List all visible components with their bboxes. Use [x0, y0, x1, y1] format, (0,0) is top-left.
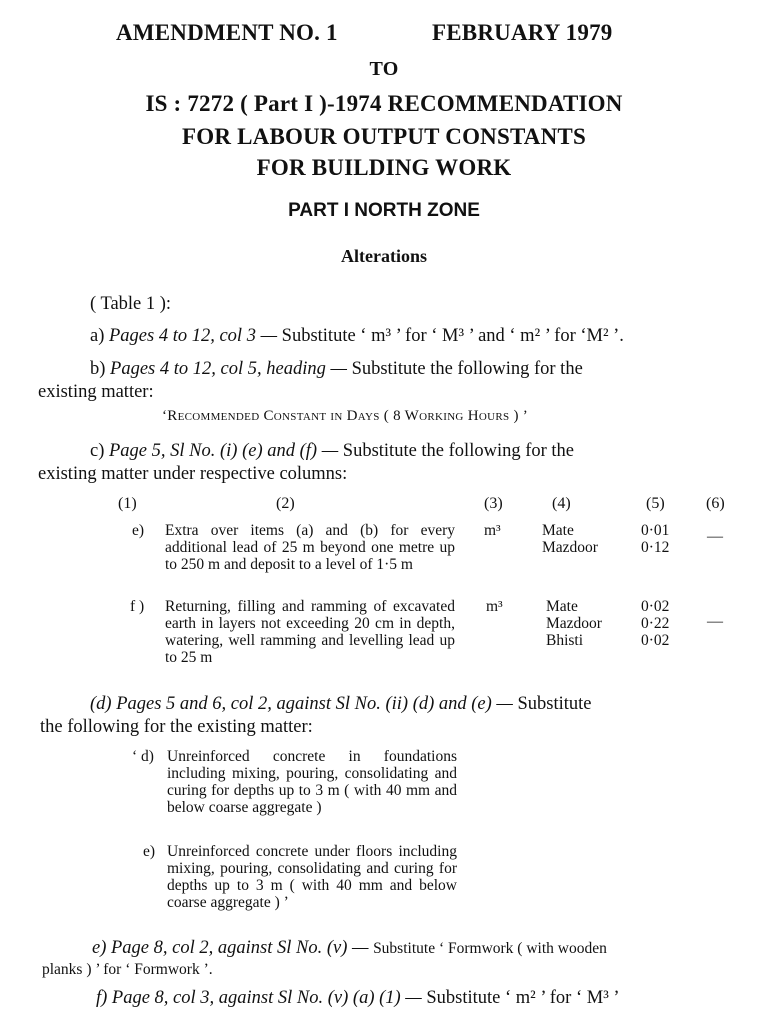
item-d-ref: (d) Pages 5 and 6, col 2, against Sl No. (ii) (d) and (e) —	[90, 694, 513, 714]
item-b-text1: Substitute the following for the	[351, 359, 583, 379]
sub-e-text: Unreinforced concrete under floors including mixing, pouring, consolidating and curing for depths up to 3 m ( with 40 mm and below coarse aggregate ) ’	[167, 843, 457, 911]
col-header-4: (4)	[552, 495, 571, 512]
item-c-ref: Page 5, Sl No. (i) (e) and (f) —	[109, 441, 339, 461]
item-d-text1: Substitute	[517, 694, 592, 714]
row-e-constant-2: 0·12	[641, 539, 670, 556]
col-header-1: (1)	[118, 495, 137, 512]
item-a-prefix: a)	[90, 326, 105, 346]
col-header-3: (3)	[484, 495, 503, 512]
item-c-line2: existing matter under respective columns:	[38, 464, 348, 484]
sub-e-label: e)	[143, 843, 156, 860]
row-f-constant-2: 0·22	[641, 615, 670, 632]
row-f-labour-3: Bhisti	[546, 632, 584, 649]
row-e-unit: m³	[484, 522, 501, 539]
row-f-labour-2: Mazdoor	[546, 615, 602, 632]
row-f-col6: —	[707, 613, 723, 630]
item-a	[90, 326, 624, 347]
item-f-ref: f) Page 8, col 3, against Sl No. (v) (a) (1) —	[96, 988, 422, 1008]
row-e-col6: —	[707, 528, 723, 545]
standard-title-line3: FOR BUILDING WORK	[256, 155, 512, 180]
amendment-title: AMENDMENT NO. 1	[116, 20, 338, 45]
item-a-ref: Pages 4 to 12, col 3 —	[109, 326, 278, 346]
item-e-ref: e) Page 8, col 2, against Sl No. (v) —	[92, 938, 369, 958]
item-b-quote: ‘Recommended Constant in Days ( 8 Working Hours ) ’	[162, 408, 529, 424]
part-heading: PART I NORTH ZONE	[288, 200, 480, 221]
item-d-line2: the following for the existing matter:	[40, 717, 313, 737]
item-e-line1	[92, 938, 607, 959]
item-b-line1	[90, 359, 732, 380]
standard-title-line2: FOR LABOUR OUTPUT CONSTANTS	[182, 124, 586, 149]
item-f-line	[96, 988, 620, 1009]
item-c-line1	[90, 441, 574, 462]
row-e-labour-1: Mate	[542, 522, 574, 539]
row-f-constant-3: 0·02	[641, 632, 670, 649]
row-f-desc: Returning, filling and ramming of excavated earth in layers not exceeding 20 cm in depth, watering, well ramming and levelling lead up to 25 m	[165, 598, 455, 666]
row-f-labour-1: Mate	[546, 598, 578, 615]
to-heading: TO	[369, 58, 399, 80]
standard-title-line1: IS : 7272 ( Part I )-1974 RECOMMENDATION	[145, 91, 623, 116]
item-d-line1	[90, 694, 592, 715]
item-a-text: Substitute ‘ m³ ’ for ‘ M³ ’ and ‘ m² ’ for ‘M² ’.	[281, 326, 624, 346]
col-header-2: (2)	[276, 495, 295, 512]
item-b-ref: Pages 4 to 12, col 5, heading —	[110, 359, 347, 379]
row-e-sl: e)	[132, 522, 145, 539]
item-b-prefix: b)	[90, 359, 106, 379]
col-header-5: (5)	[646, 495, 665, 512]
row-e-labour-2: Mazdoor	[542, 539, 598, 556]
item-c-text1: Substitute the following for the	[342, 441, 575, 461]
row-f-unit: m³	[486, 598, 503, 615]
item-e-line2: planks ) ’ for ‘ Formwork ’.	[42, 961, 213, 978]
amendment-date: FEBRUARY 1979	[432, 20, 613, 45]
sub-d-text: Unreinforced concrete in foundations including mixing, pouring, consolidating and curing for depths up to 3 m ( with 40 mm and below coarse aggregate )	[167, 748, 457, 816]
row-e-desc: Extra over items (a) and (b) for every additional lead of 25 m beyond one metre up to 250 m and deposit to a level of 1·5 m	[165, 522, 455, 573]
row-f-constant-1: 0·02	[641, 598, 670, 615]
table-reference: ( Table 1 ):	[90, 294, 172, 314]
sub-d-label: ‘ d)	[132, 748, 154, 765]
row-e-constant-1: 0·01	[641, 522, 670, 539]
item-f-text: Substitute ‘ m² ’ for ‘ M³ ’	[426, 988, 620, 1008]
row-f-sl: f )	[130, 598, 145, 615]
item-c-prefix: c)	[90, 441, 105, 461]
item-b-line2: existing matter:	[38, 382, 154, 402]
col-header-6: (6)	[706, 495, 725, 512]
item-e-text1: Substitute ‘ Formwork ( with wooden	[373, 940, 607, 957]
section-heading: Alterations	[341, 246, 427, 266]
